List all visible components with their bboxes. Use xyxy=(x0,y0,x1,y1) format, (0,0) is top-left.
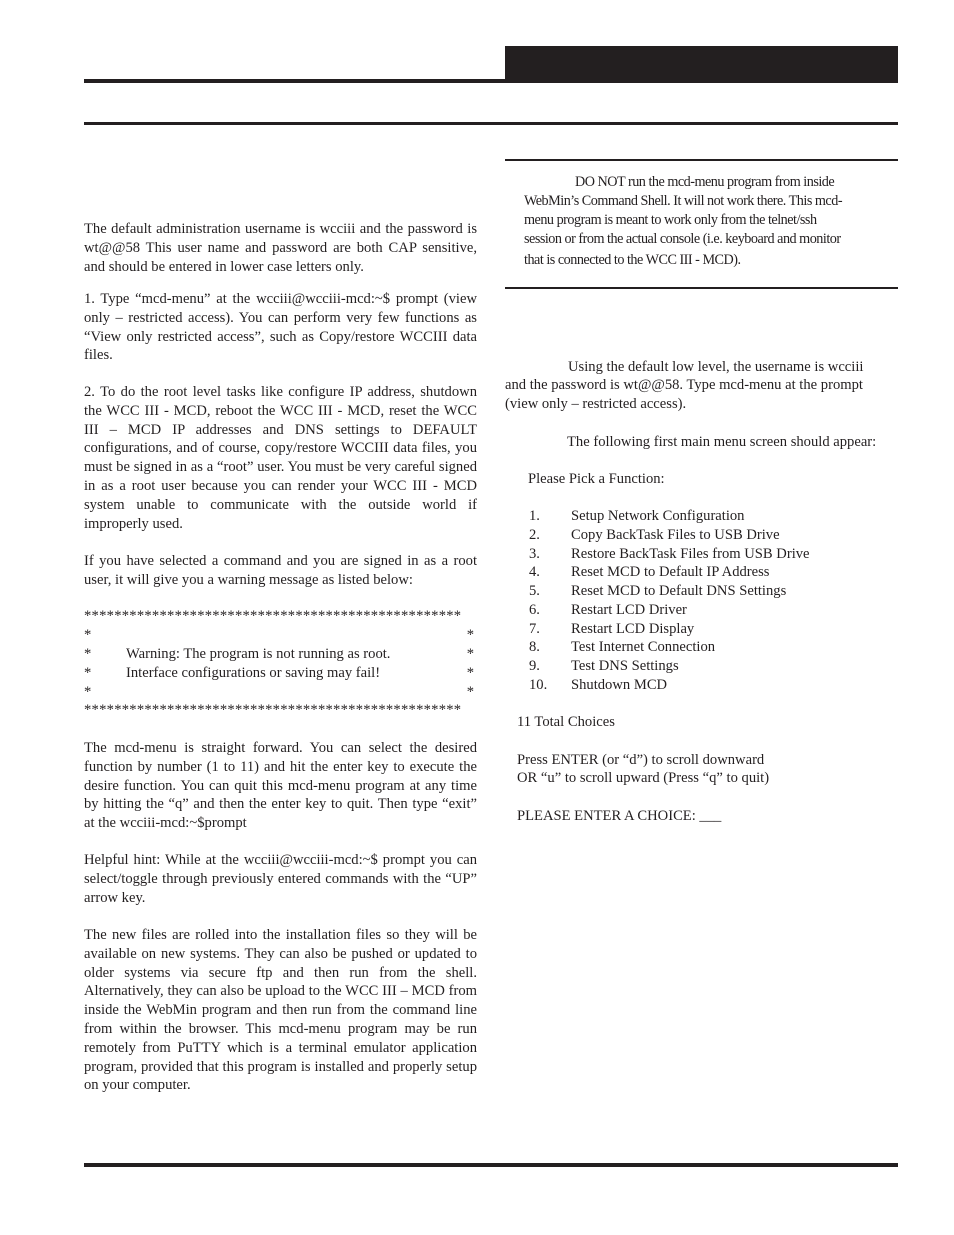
note-line-5: that is connected to the WCC III - MCD). xyxy=(524,252,741,268)
menu-item-number: 7. xyxy=(529,621,540,637)
menu-item-number: 6. xyxy=(529,602,540,618)
star-right: * xyxy=(466,627,474,643)
star-right: * xyxy=(466,646,474,662)
warning-line-blank xyxy=(84,626,476,645)
note-rule-bottom xyxy=(505,287,898,289)
note-line-1: DO NOT run the mcd-menu program from inside xyxy=(575,174,835,190)
menu-item-label: Copy BackTask Files to USB Drive xyxy=(571,527,780,543)
menu-scroll-down-hint: Press ENTER (or “d”) to scroll downward xyxy=(517,752,765,768)
warning-text-1: Warning: The program is not running as root. xyxy=(126,646,391,662)
menu-item-number: 3. xyxy=(529,546,540,562)
warning-line-1 xyxy=(84,645,476,664)
menu-item-number: 5. xyxy=(529,583,540,599)
paragraph-helpful-hint: Helpful hint: While at the wcciii@wcciii-mcd:~$ prompt you can select/toggle through previously entered commands with the “UP” arrow key. xyxy=(84,852,477,906)
warning-border-bottom: ************************************************** xyxy=(84,702,462,718)
warning-line-2 xyxy=(84,664,476,683)
note-line-3: menu program is meant to work only from the telnet/ssh xyxy=(524,212,817,228)
intro-line-1: Using the default low level, the username is wcciii xyxy=(568,359,864,375)
paragraph-mcd-menu-usage: The mcd-menu is straight forward. You can select the desired function by number (1 to 11) and hit the enter key to execute the desire function. You can quit this mcd-menu program at any time by hitting the “q” and then the enter key to quit. Then type “exit” at the wcciii-mcd:~$prompt xyxy=(84,740,477,832)
menu-item-label: Setup Network Configuration xyxy=(571,508,745,524)
star-right: * xyxy=(466,684,474,700)
header-bar-block xyxy=(505,46,898,81)
menu-total-choices: 11 Total Choices xyxy=(517,714,615,730)
paragraph-warning-intro: If you have selected a command and you are signed in as a root user, it will give you a warning message as listed below: xyxy=(84,553,477,588)
menu-item-number: 2. xyxy=(529,527,540,543)
subheader-rule xyxy=(84,122,898,125)
footer-rule xyxy=(84,1163,898,1167)
menu-item-label: Restore BackTask Files from USB Drive xyxy=(571,546,810,562)
intro-line-2: and the password is wt@@58. Type mcd-menu at the prompt xyxy=(505,377,863,393)
warning-border-top: ************************************************** xyxy=(84,608,462,624)
menu-item-number: 10. xyxy=(529,677,548,693)
note-line-4: session or from the actual console (i.e. keyboard and monitor xyxy=(524,231,841,247)
menu-scroll-up-hint: OR “u” to scroll upward (Press “q” to quit) xyxy=(517,770,770,786)
menu-item-number: 4. xyxy=(529,564,540,580)
intro-line-3: (view only – restricted access). xyxy=(505,396,687,412)
header-rule xyxy=(84,79,898,83)
menu-item-label: Restart LCD Driver xyxy=(571,602,687,618)
warning-text-2: Interface configurations or saving may fail! xyxy=(126,665,381,681)
star-left: * xyxy=(84,684,92,700)
warning-line-blank xyxy=(84,683,476,702)
menu-item-number: 9. xyxy=(529,658,540,674)
menu-item-label: Reset MCD to Default IP Address xyxy=(571,564,770,580)
star-left: * xyxy=(84,665,92,681)
menu-item-number: 1. xyxy=(529,508,540,524)
menu-choice-prompt: PLEASE ENTER A CHOICE: ___ xyxy=(517,808,722,824)
menu-item-label: Shutdown MCD xyxy=(571,677,668,693)
paragraph-root-tasks: 2. To do the root level tasks like configure IP address, shutdown the WCC III - MCD, reboot the WCC III - MCD, reset the WCC III – MCD IP addresses and DNS settings to DEFAULT configurations, and of course, copy/restore WCCIII data files, you must be signed in as a “root” user. You must be very careful signed in as a root user because you can render your WCC III - MCD system unable to communicate with the outside world if improperly used. xyxy=(84,384,477,532)
menu-item-label: Test DNS Settings xyxy=(571,658,679,674)
paragraph-credentials: The default administration username is wcciii and the password is wt@@58 This user name and password are both CAP sensitive, and should be entered in lower case letters only. xyxy=(84,221,477,275)
note-rule-top xyxy=(505,159,898,161)
paragraph-mcd-menu-step1: 1. Type “mcd-menu” at the wcciii@wcciii-mcd:~$ prompt (view only – restricted access). You can perform very few functions as “View only restricted access”, such as Copy/restore WCCIII data files. xyxy=(84,291,477,364)
paragraph-install-notes: The new files are rolled into the installation files so they will be available on new systems. They can also be pushed or updated to older systems via secure ftp and then run from the shell. Alternatively, they can also be upload to the WCC III – MCD from inside the WebMin program and then run from the command line from within the browser. This mcd-menu program may be run remotely from PuTTY which is a terminal emulator application program, provided that this program is installed and properly setup on your computer. xyxy=(84,927,477,1094)
menu-item-number: 8. xyxy=(529,639,540,655)
menu-appear-text: The following first main menu screen should appear: xyxy=(567,434,877,450)
menu-item-label: Reset MCD to Default DNS Settings xyxy=(571,583,787,599)
star-right: * xyxy=(466,665,474,681)
menu-item-label: Test Internet Connection xyxy=(571,639,716,655)
menu-pick-heading: Please Pick a Function: xyxy=(528,471,665,487)
star-left: * xyxy=(84,627,92,643)
menu-item-label: Restart LCD Display xyxy=(571,621,695,637)
star-left: * xyxy=(84,646,92,662)
note-line-2: WebMin’s Command Shell. It will not work there. This mcd- xyxy=(524,193,843,209)
